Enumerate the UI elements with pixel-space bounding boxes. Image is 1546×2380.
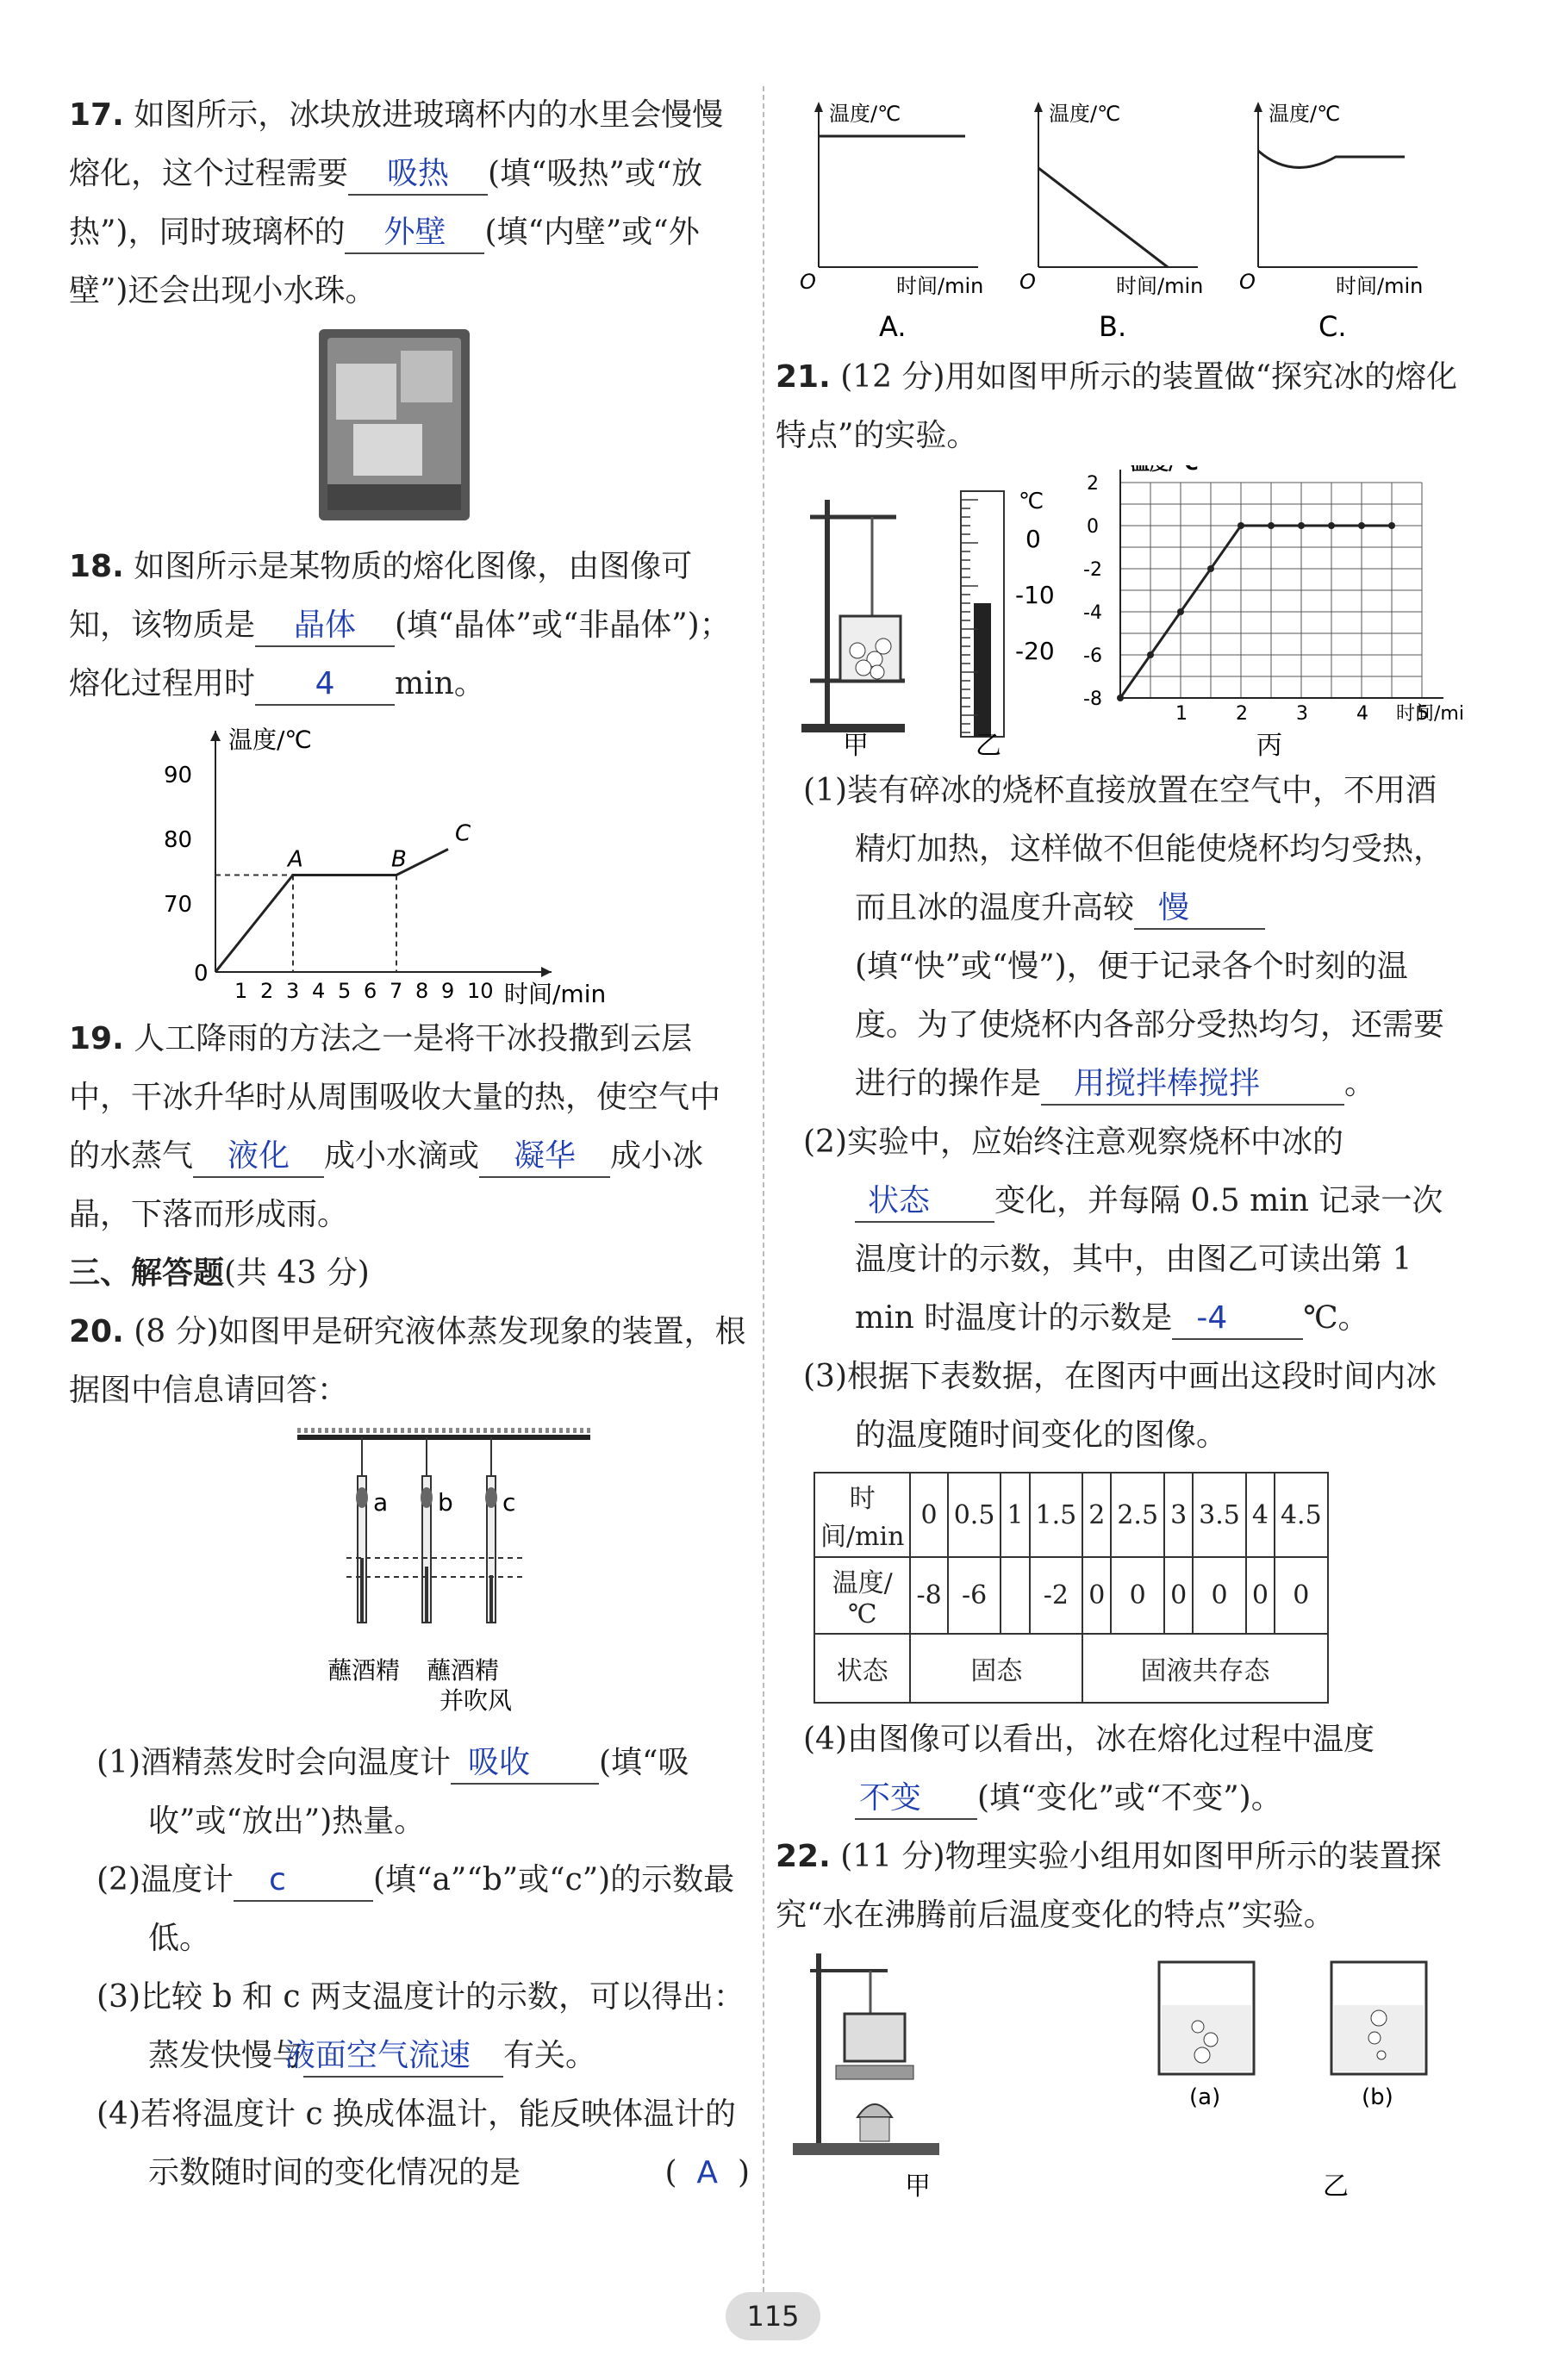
bulb	[356, 1487, 368, 1508]
right-column	[776, 86, 1465, 2207]
table-header: 温度/℃	[814, 1557, 910, 1634]
option-graph-1	[800, 102, 983, 343]
table-cell: 固态	[910, 1634, 1082, 1703]
question-number: 20.	[69, 1314, 124, 1349]
grid-y-tick: 2	[1087, 473, 1099, 495]
option-label: B.	[1099, 310, 1127, 343]
bulb	[485, 1487, 497, 1508]
point-label-B: B	[391, 846, 407, 873]
x-tick: 2	[260, 979, 274, 1003]
grid-x-tick: 5	[1417, 703, 1429, 725]
x-tick: 3	[286, 979, 300, 1003]
table-cell: 0	[910, 1473, 947, 1557]
answer-blank: 吸热	[348, 154, 488, 196]
data-point	[1388, 522, 1395, 529]
option-graph-2	[1019, 102, 1203, 343]
data-point	[1268, 522, 1275, 529]
answer-blank: 不变	[855, 1779, 977, 1820]
option-graphs	[776, 86, 1465, 345]
question-20: 20. (8 分)如图甲是研究液体蒸发现象的装置，根据图中信息请回答：	[69, 1314, 746, 1408]
table-cell: 0	[1246, 1557, 1275, 1634]
table-cell: 0	[1193, 1557, 1246, 1634]
section-3-heading: 三、解答题(共 43 分)	[69, 1255, 370, 1291]
liquid-column	[489, 1575, 493, 1623]
x-tick: 5	[338, 979, 352, 1003]
point-label-A: A	[288, 846, 303, 873]
data-point	[1237, 522, 1244, 529]
table-cell: 2	[1082, 1473, 1111, 1557]
thermo-label: a	[373, 1488, 389, 1517]
answer-blank: 状态	[855, 1181, 994, 1223]
point-label-C: C	[455, 820, 471, 847]
graph-xlabel: 时间/min	[504, 980, 607, 1006]
graph-xlabel: 时间/min	[896, 274, 984, 298]
grid-y-tick: -4	[1083, 602, 1102, 624]
answer-blank: c	[234, 1860, 373, 1902]
table-cell: 0	[1164, 1557, 1193, 1634]
thermo-label: b	[438, 1488, 453, 1517]
data-point	[1328, 522, 1335, 529]
graph-xlabel: 时间/min	[1116, 274, 1204, 298]
table-header: 时间/min	[814, 1473, 910, 1557]
table-cell: -6	[948, 1557, 1001, 1634]
fig-label: 丙	[1256, 731, 1282, 758]
x-tick: 1	[234, 979, 248, 1003]
answer-blank: 用搅拌棒搅拌	[1041, 1064, 1344, 1106]
bulb	[421, 1487, 433, 1508]
data-point	[1117, 695, 1124, 701]
grid-y-tick: -2	[1083, 559, 1102, 581]
table-cell: 3	[1164, 1473, 1193, 1557]
thermometer-reading	[961, 491, 1004, 737]
x-tick: 7	[390, 979, 403, 1003]
question-number: 18.	[69, 549, 124, 584]
option-graph-3	[1239, 102, 1423, 343]
table-cell: 1	[1001, 1473, 1029, 1557]
answer-blank: -4	[1172, 1299, 1303, 1340]
column-divider	[763, 86, 764, 2292]
data-point	[1358, 522, 1365, 529]
evaporation-apparatus	[69, 1420, 750, 1730]
fig-caption: 蘸酒精	[327, 1656, 401, 1685]
grid-x-tick: 1	[1175, 703, 1188, 725]
thermo-tick: -20	[1015, 637, 1055, 665]
y-tick: 90	[164, 763, 193, 788]
liquid-column	[360, 1558, 364, 1623]
ice-melting-apparatus	[801, 500, 905, 732]
ice-glass-image	[69, 321, 750, 527]
table-cell: 1.5	[1030, 1473, 1083, 1557]
graph-ylabel: 温度/℃	[1269, 102, 1341, 126]
origin-label: O	[800, 270, 816, 294]
answer-blank: 液面空气流速	[303, 2036, 503, 2078]
table-cell: 3.5	[1193, 1473, 1246, 1557]
data-table	[814, 1472, 1329, 1704]
data-point	[1177, 608, 1184, 615]
grid-xlabel: 时间/mi	[1396, 703, 1464, 725]
table-cell: -2	[1030, 1557, 1083, 1634]
grid-y-tick: 0	[1087, 516, 1099, 538]
answer-blank: 晶体	[255, 606, 395, 647]
fig-caption: 并吹风	[439, 1686, 513, 1715]
fig-label: 乙	[1323, 2171, 1349, 2202]
y-tick: 70	[164, 892, 193, 918]
x-tick: 6	[364, 979, 377, 1003]
thermo-tick: 0	[1025, 525, 1041, 553]
liquid-column	[425, 1567, 428, 1623]
x-tick: 9	[441, 979, 455, 1003]
option-curve	[1038, 168, 1168, 267]
fig-label: 甲	[905, 2171, 931, 2202]
melting-curve	[215, 850, 448, 973]
x-tick: 4	[312, 979, 326, 1003]
x-tick: 8	[415, 979, 429, 1003]
q20-sub-3: (3)比较 b 和 c 两支温度计的示数，可以得出：蒸发快慢与液面空气流速 有关。	[69, 1968, 750, 2085]
grid-y-tick: -8	[1083, 688, 1102, 710]
answer-blank: 4	[255, 664, 395, 706]
beaker-b	[1331, 1962, 1426, 2074]
table-cell: 2.5	[1111, 1473, 1164, 1557]
q20-sub-1: (1)酒精蒸发时会向温度计 吸收 (填“吸收”或“放出”)热量。	[97, 1745, 689, 1839]
y-tick: 80	[164, 827, 193, 853]
origin-label: O	[1239, 270, 1256, 294]
question-19: 19. 人工降雨的方法之一是将干冰投撒到云层中，干冰升华时从周围吸收大量的热，使空气中的水蒸气 液化 成小水滴或 凝华 成小冰晶，下落而形成雨。	[69, 1021, 721, 1232]
graph-ylabel: 温度/℃	[1049, 102, 1121, 126]
origin-label: O	[1019, 270, 1036, 294]
question-18: 18. 如图所示是某物质的熔化图像，由图像可知，该物质是 晶体 (填“晶体”或“非晶体”)；熔化过程用时 4 min。	[69, 538, 750, 713]
table-cell: 0	[1082, 1557, 1111, 1634]
q21-sub-2: (2)实验中，应始终注意观察烧杯中冰的状态 变化，并每隔 0.5 min 记录一次温度计的示数，其中，由图乙可读出第 1 min 时温度计的示数是 -4 ℃。	[776, 1113, 1465, 1348]
option-label: C.	[1318, 310, 1347, 343]
graph-ylabel: 温度/℃	[829, 102, 901, 126]
y-tick: 0	[194, 961, 209, 987]
left-column	[69, 86, 750, 2202]
grid-x-tick: 4	[1356, 703, 1368, 725]
question-number: 21.	[776, 359, 831, 395]
q21-sub-1: (1)装有碎冰的烧杯直接放置在空气中，不用酒精灯加热，这样做不但能使烧杯均匀受热，而且冰的温度升高较 慢(填“快”或“慢”)，便于记录各个时刻的温度。为了使烧杯内各部分受热均匀，还需要进行的操作是 用搅拌棒搅拌 。	[776, 762, 1465, 1113]
q22-figures	[776, 1945, 1465, 2203]
question-number: 17.	[69, 97, 124, 133]
grid-y-tick: -6	[1083, 645, 1102, 667]
table-cell: 固液共存态	[1082, 1634, 1327, 1703]
q21-sub-3: (3)根据下表数据，在图丙中画出这段时间内冰的温度随时间变化的图像。	[803, 1359, 1437, 1453]
question-number: 22.	[776, 1839, 831, 1874]
data-point	[1207, 565, 1214, 572]
melting-graph	[69, 713, 750, 1006]
grid-ylabel	[1131, 465, 1199, 475]
graph-xlabel: 时间/min	[1336, 274, 1424, 298]
table-cell: 4	[1246, 1473, 1275, 1557]
table-header: 状态	[814, 1634, 910, 1703]
answer-blank: 液化	[193, 1137, 324, 1178]
thermo-unit: ℃	[1019, 489, 1044, 514]
question-22: 22. (11 分)物理实验小组用如图甲所示的装置探究“水在沸腾前后温度变化的特点”实验。	[776, 1839, 1442, 1933]
fig-caption: 蘸酒精	[427, 1656, 500, 1685]
x-tick: 10	[467, 979, 494, 1003]
graph-ylabel: 温度/℃	[228, 726, 312, 754]
fig-label: (b)	[1362, 2084, 1393, 2110]
grid-x-tick: 3	[1296, 703, 1308, 725]
beaker-a	[1159, 1962, 1254, 2074]
option-curve	[1258, 151, 1405, 167]
table-cell: 0	[1275, 1557, 1328, 1634]
fig-label: 甲	[843, 731, 869, 758]
page-number: 115	[726, 2292, 820, 2340]
answer-blank: 吸收	[451, 1743, 599, 1785]
data-point	[1298, 522, 1305, 529]
q21-sub-4: (4)由图像可以看出，冰在熔化过程中温度不变 (填“变化”或“不变”)。	[776, 1710, 1465, 1828]
thermo-tick: -10	[1015, 581, 1055, 609]
answer-blank: 慢	[1134, 888, 1265, 930]
grid-x-tick: 2	[1236, 703, 1248, 725]
thermo-label: c	[502, 1488, 516, 1517]
table-cell: -8	[910, 1557, 947, 1634]
table-cell: 0.5	[948, 1473, 1001, 1557]
data-point	[1147, 651, 1154, 658]
table-cell: 4.5	[1275, 1473, 1328, 1557]
question-21: 21. (12 分)用如图甲所示的装置做“探究冰的熔化特点”的实验。	[776, 359, 1457, 453]
option-label: A.	[879, 310, 907, 343]
fig-label: 乙	[976, 731, 1001, 758]
q20-sub-2: (2)温度计 c (填“a”“b”或“c”)的示数最低。	[97, 1862, 735, 1956]
answer-blank: 凝华	[479, 1137, 610, 1178]
fig-label: (a)	[1189, 2084, 1221, 2110]
q21-figures	[776, 465, 1465, 758]
answer-blank: 外壁	[345, 213, 484, 254]
answer-choice: A	[696, 2155, 719, 2190]
boiling-apparatus	[793, 1953, 939, 2155]
table-cell: 0	[1111, 1557, 1164, 1634]
question-17: 17. 如图所示，冰块放进玻璃杯内的水里会慢慢熔化，这个过程需要 吸热 (填“吸热”或“放热”)，同时玻璃杯的 外壁 (填“内壁”或“外壁”)还会出现小水珠。	[69, 97, 724, 308]
q20-sub-4: (4)若将温度计 c 换成体温计，能反映体温计的示数随时间的变化情况的是 ( A )	[97, 2097, 750, 2190]
question-number: 19.	[69, 1021, 124, 1056]
table-cell	[1001, 1557, 1029, 1634]
